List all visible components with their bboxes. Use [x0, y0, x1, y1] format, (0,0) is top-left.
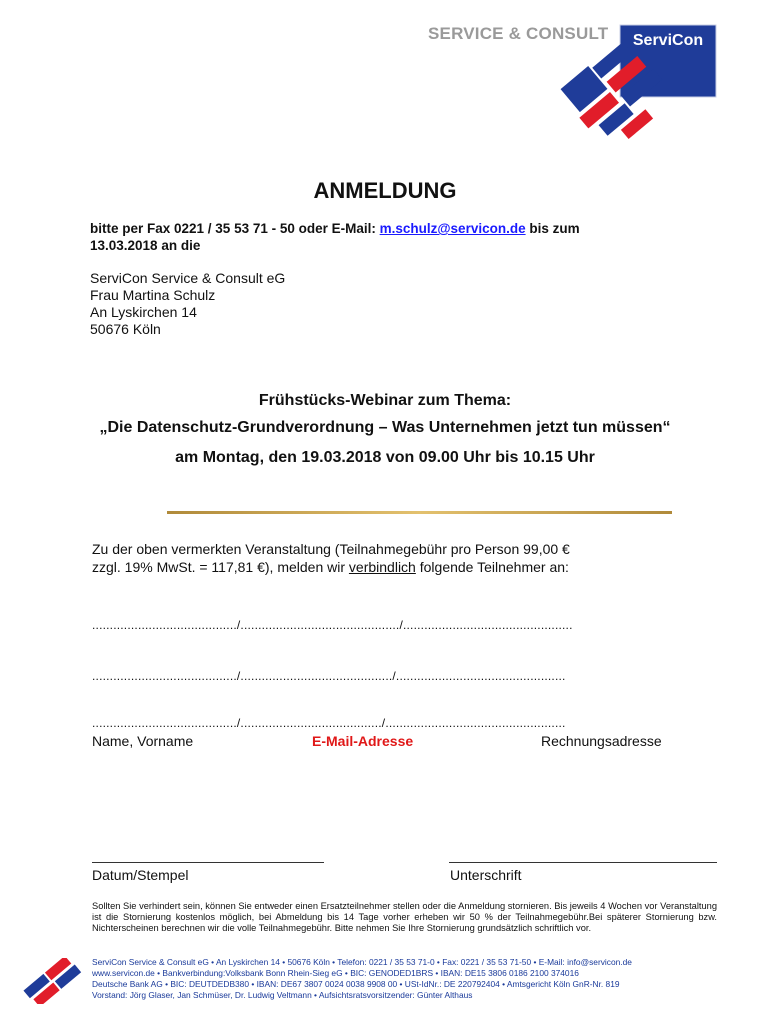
page-title: ANMELDUNG: [313, 178, 457, 203]
address-line: An Lyskirchen 14: [90, 304, 197, 320]
date-stamp-line[interactable]: [92, 862, 324, 863]
footer-line: Vorstand: Jörg Glaser, Jan Schmüser, Dr. Ludwig Veltmann • Aufsichtsratsvorsitzender: Günter Althaus: [92, 990, 473, 1000]
servicon-logo: [500, 22, 720, 142]
cancellation-notice: Sollten Sie verhindert sein, können Sie entweder einen Ersatzteilnehmer stellen oder die Anmeldung stornieren. Bis jeweils 4 Wochen vor Veranstaltung ist die Stornierung kostenlos möglich, bei Abmeldung bis 14 Tage vorher erheben wir 50 % der Teilnahmegebühr.Bei späterer Stornierung bzw. Nichterscheinen berechnen wir die volle Teilnahmegebühr. Bitte nehmen Sie Ihre Stornierung grundsätzlich schriftlich vor.: [92, 901, 717, 933]
instructions-prefix: bitte per Fax 0221 / 35 53 71 - 50 oder E-Mail:: [90, 221, 380, 236]
company-footer: [92, 957, 722, 1001]
participant-row-1[interactable]: ........................................./............................................./................................................: [92, 618, 573, 632]
column-label-billing-address: Rechnungsadresse: [541, 733, 662, 749]
participant-row-3[interactable]: ........................................./......................................../...................................................: [92, 716, 566, 730]
column-label-email: E-Mail-Adresse: [312, 733, 414, 749]
event-info: [0, 390, 770, 470]
signature-label: Unterschrift: [450, 867, 522, 883]
binding-word: verbindlich: [348, 559, 416, 575]
date-stamp-label: Datum/Stempel: [92, 867, 189, 883]
email-link[interactable]: m.schulz@servicon.de: [379, 221, 526, 236]
address-line: Frau Martina Schulz: [90, 287, 216, 303]
company-tagline: SERVICE & CONSULT: [428, 24, 609, 43]
footer-line: www.servicon.de • Bankverbindung:Volksbank Bonn Rhein-Sieg eG • BIC: GENODED1BRS • IBAN: DE15 3806 0186 2100 374016: [92, 968, 579, 978]
signature-line[interactable]: [449, 862, 717, 863]
recipient-address: [90, 270, 285, 338]
event-type: Frühstücks-Webinar zum Thema:: [258, 392, 512, 409]
footer-logo-icon: [22, 958, 82, 1004]
registration-line-1: Zu der oben vermerkten Veranstaltung (Teilnahmegebühr pro Person 99,00 €: [92, 541, 570, 557]
footer-line: Deutsche Bank AG • BIC: DEUTDEDB380 • IBAN: DE67 3807 0024 0038 9908 00 • USt-IdNr.: DE 220792404 • Amtsgericht Köln GnR-Nr. 819: [92, 979, 620, 989]
address-line: 50676 Köln: [90, 321, 161, 337]
gold-divider: [167, 511, 672, 514]
registration-text: [92, 540, 652, 576]
event-topic: „Die Datenschutz-Grundverordnung – Was Unternehmen jetzt tun müssen“: [99, 419, 671, 436]
participant-row-2[interactable]: ........................................./.........................................../................................................: [92, 669, 566, 683]
footer-line: ServiCon Service & Consult eG • An Lyskirchen 14 • 50676 Köln • Telefon: 0221 / 35 53 71-0 • Fax: 0221 / 35 53 71-50 • E-Mail: info@servicon.de: [92, 957, 632, 967]
instructions-deadline: 13.03.2018 an die: [90, 238, 201, 253]
registration-line-2: zzgl. 19% MwSt. = 117,81 €), melden wir: [92, 559, 349, 575]
fax-email-instructions: [90, 220, 690, 254]
address-line: ServiCon Service & Consult eG: [90, 270, 286, 286]
event-date: am Montag, den 19.03.2018 von 09.00 Uhr bis 10.15 Uhr: [175, 449, 595, 466]
svg-text:ServiCon: ServiCon: [632, 32, 704, 49]
instructions-suffix: bis zum: [525, 221, 580, 236]
registration-line-2-end: folgende Teilnehmer an:: [415, 559, 569, 575]
column-label-name: Name, Vorname: [92, 733, 194, 749]
